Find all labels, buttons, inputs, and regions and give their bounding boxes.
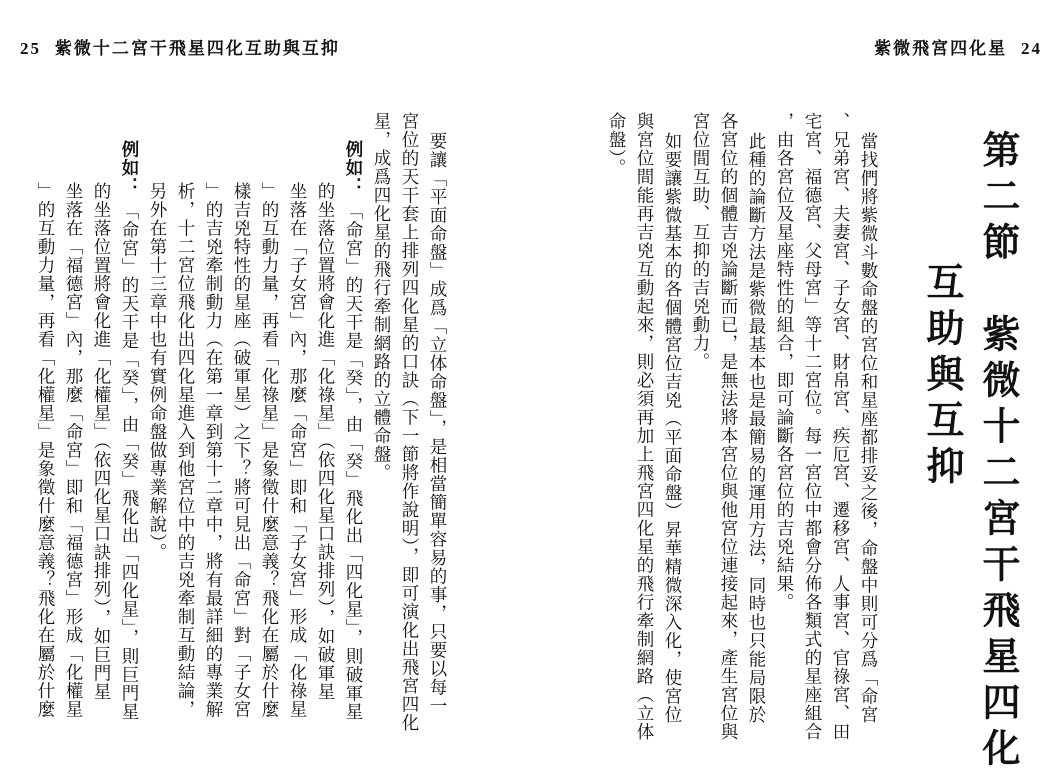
right-body-col-10: 命盤）。 (606, 112, 626, 178)
left-page-number: 25 (20, 39, 41, 58)
left-running-title: 紫微十二宮干飛星四化互助與互抑 (54, 39, 340, 59)
right-body-col-9: 與宮位間能再吉兇互動起來，則必須再加上飛宮四化星的飛行牽制網路（立体 (634, 112, 654, 741)
right-running-title: 紫微飛宮四化星 (874, 39, 1008, 59)
example-label-1: 例如： (343, 140, 363, 196)
left-body-col-8: 樣吉兇特性的星座（破軍星）之下？將可見出「命宮」對「子女宮 (231, 182, 251, 719)
left-body-col-4: 「命宮」的天干是「癸」，由「癸」飛化出「四化星」，則破軍星 (343, 202, 363, 721)
right-body-col-8: 如要讓紫微基本的各個體宮位吉兇（平面命盤）昇華精微深入化，使宮位 (662, 132, 682, 724)
left-body-col-14: 坐落在「福德宮」內，那麼「命宮」即和「福德宮」形成「化權星 (63, 182, 83, 719)
left-page-header (14, 34, 340, 59)
left-body-col-2: 宮位的天干套上排列四化星的口訣（下一節將作說明），即可演化出飛宮四化 (399, 112, 419, 733)
left-body-col-7: 」的互動力量，再看「化祿星」是象徵什麼意義？飛化在屬於什麼 (259, 182, 279, 719)
right-body-col-3: 宅宮、福德宮、父母宮」等十二宮位。每一宮位中都會分佈各類式的星座組合 (802, 112, 822, 741)
right-body-col-4: ，由各宮位及星座特性的組合，即可論斷各宮位的吉兇結果。 (774, 112, 794, 612)
left-body-col-11: 另外在第十三章中也有實例命盤做專業解說）。 (147, 182, 167, 562)
right-body-col-1: 當找們將紫微斗數命盤的宮位和星座都排妥之後，命盤中則可分爲「命宮 (858, 132, 878, 724)
left-body-col-13: 的坐落位置將會化進「化權星」（依四化星口訣排列），如巨門星 (91, 182, 111, 701)
left-body-col-1: 要讓「平面命盤」成爲「立体命盤」，是相當簡單容易的事，只要以每一 (427, 132, 447, 716)
right-body-col-2: 、兄弟宮、夫妻宮、子女宮、財帛宮、疾厄宮、遷移宮、人事宮、官祿宮、田 (830, 112, 850, 741)
left-body-col-3: 星，成爲四化星的飛行牽制網路的立體命盤。 (371, 112, 391, 482)
right-page-header (874, 34, 1048, 59)
right-body-col-6: 各宮位的個體吉兇論斷而已，是無法將本宮位與他宮位連接起來，產生宮位與 (718, 112, 738, 741)
right-body-col-7: 宮位間互助、互抑的吉兇動力。 (690, 112, 710, 371)
left-body-col-5: 的坐落位置將會化進「化祿星」（依四化星口訣排列），如破軍星 (315, 182, 335, 701)
right-body-col-5: 此種的論斷方法是紫微最基本也是最簡易的運用方法，同時也只能局限於 (746, 132, 766, 724)
left-body-col-6: 坐落在「子女宮」內，那麼「命宮」即和「子女宮」形成「化祿星 (287, 182, 307, 719)
left-body-col-10: 析，十二宮位飛化出四化星進入到他宮位中的吉兇牽制互動結論， (175, 182, 195, 719)
left-body-col-12: 「命宮」的天干是「癸」，由「癸」飛化出「四化星」，則巨門星 (119, 202, 139, 721)
left-body-col-15: 」的互動力量，再看「化權星」是象徵什麼意義？飛化在屬於什麼 (35, 182, 55, 719)
left-body-col-9: 」的吉兇牽制動力（在第一章到第十二章中，將有最詳細的專業解 (203, 182, 223, 719)
example-label-2: 例如： (119, 140, 139, 196)
section-title-line1: 第二節 紫微十二宮干飛星四化 (976, 130, 1021, 774)
right-page-number: 24 (1021, 39, 1042, 58)
section-title-line2: 互助與互抑 (920, 262, 965, 492)
